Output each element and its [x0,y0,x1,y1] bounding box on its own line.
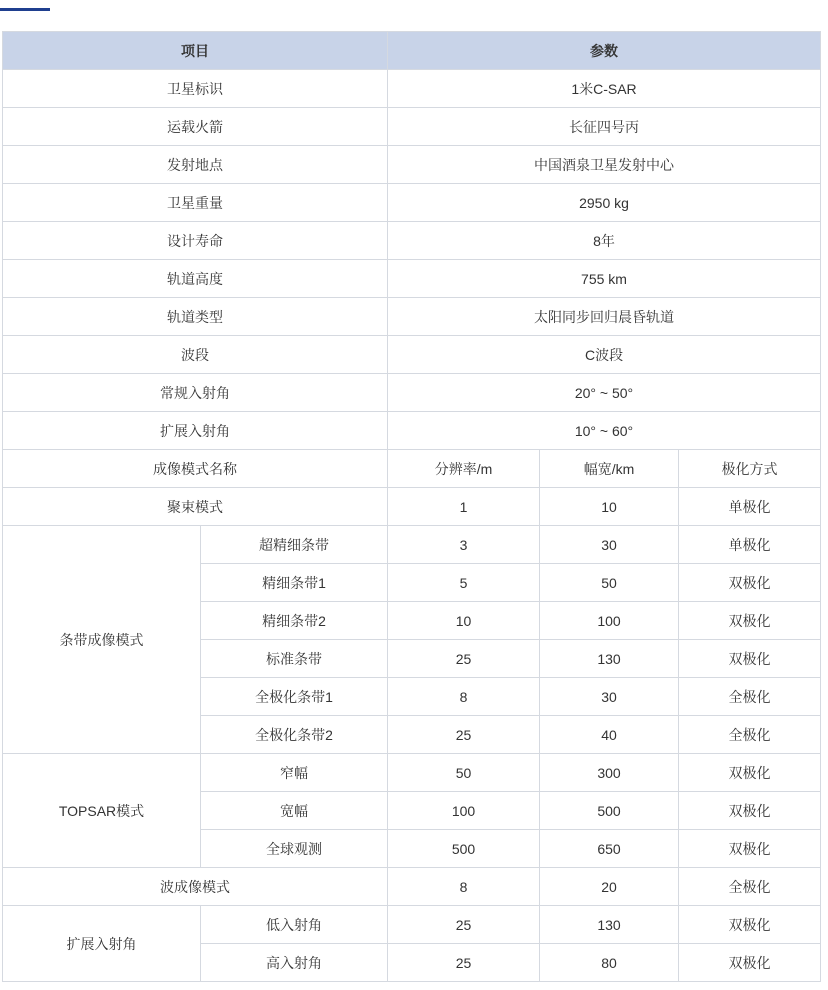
mode-name-header: 成像模式名称 [3,450,388,488]
mode-width: 30 [540,678,679,716]
submode-name: 窄幅 [201,754,388,792]
table-row [3,526,821,564]
spec-label: 轨道类型 [3,298,388,336]
spec-label: 卫星标识 [3,70,388,108]
mode-polarization: 双极化 [679,602,821,640]
mode-polarization: 全极化 [679,868,821,906]
table-row [3,412,821,450]
spec-value: 长征四号丙 [388,108,821,146]
table-row [3,108,821,146]
mode-polarization: 双极化 [679,564,821,602]
mode-polarization: 双极化 [679,640,821,678]
submode-name: 高入射角 [201,944,388,982]
table-row [3,754,821,792]
submode-name: 低入射角 [201,906,388,944]
header-item: 项目 [3,32,388,70]
mode-resolution: 500 [388,830,540,868]
mode-polarization: 双极化 [679,792,821,830]
spec-value: 755 km [388,260,821,298]
table-row [3,868,821,906]
mode-resolution: 25 [388,640,540,678]
table-row [3,298,821,336]
submode-name: 全极化条带2 [201,716,388,754]
satellite-spec-table [2,31,821,982]
mode-group-topsar: TOPSAR模式 [3,754,201,868]
mode-polarization: 双极化 [679,944,821,982]
submode-name: 全极化条带1 [201,678,388,716]
mode-width: 100 [540,602,679,640]
mode-width: 30 [540,526,679,564]
submode-name: 宽幅 [201,792,388,830]
mode-resolution: 25 [388,944,540,982]
submode-name: 超精细条带 [201,526,388,564]
mode-resolution: 25 [388,906,540,944]
mode-name: 波成像模式 [3,868,388,906]
spec-value: C波段 [388,336,821,374]
spec-value: 8年 [388,222,821,260]
mode-width: 10 [540,488,679,526]
table-row [3,222,821,260]
section-accent-bar [0,8,50,11]
modes-header-row [3,450,821,488]
resolution-header: 分辨率/m [388,450,540,488]
spec-label: 轨道高度 [3,260,388,298]
spec-value: 20° ~ 50° [388,374,821,412]
mode-width: 50 [540,564,679,602]
mode-resolution: 10 [388,602,540,640]
mode-polarization: 全极化 [679,678,821,716]
header-param: 参数 [388,32,821,70]
spec-label: 运载火箭 [3,108,388,146]
mode-group-extended: 扩展入射角 [3,906,201,982]
mode-width: 80 [540,944,679,982]
table-row [3,488,821,526]
mode-width: 40 [540,716,679,754]
table-row [3,336,821,374]
mode-polarization: 双极化 [679,754,821,792]
mode-width: 130 [540,906,679,944]
mode-polarization: 单极化 [679,488,821,526]
mode-polarization: 双极化 [679,906,821,944]
mode-resolution: 8 [388,868,540,906]
mode-polarization: 全极化 [679,716,821,754]
table-row [3,184,821,222]
mode-resolution: 1 [388,488,540,526]
spec-value: 中国酒泉卫星发射中心 [388,146,821,184]
spec-value: 2950 kg [388,184,821,222]
table-header-row [3,32,821,70]
spec-label: 波段 [3,336,388,374]
mode-name: 聚束模式 [3,488,388,526]
mode-group-stripmap: 条带成像模式 [3,526,201,754]
spec-label: 扩展入射角 [3,412,388,450]
mode-width: 500 [540,792,679,830]
mode-resolution: 3 [388,526,540,564]
mode-width: 20 [540,868,679,906]
mode-resolution: 25 [388,716,540,754]
submode-name: 全球观测 [201,830,388,868]
spec-label: 设计寿命 [3,222,388,260]
mode-resolution: 8 [388,678,540,716]
table-row [3,374,821,412]
table-row [3,146,821,184]
table-row [3,260,821,298]
spec-value: 太阳同步回归晨昏轨道 [388,298,821,336]
mode-resolution: 5 [388,564,540,602]
spec-label: 卫星重量 [3,184,388,222]
mode-polarization: 单极化 [679,526,821,564]
spec-label: 常规入射角 [3,374,388,412]
spec-label: 发射地点 [3,146,388,184]
mode-width: 300 [540,754,679,792]
mode-resolution: 100 [388,792,540,830]
polarization-header: 极化方式 [679,450,821,488]
mode-width: 650 [540,830,679,868]
mode-polarization: 双极化 [679,830,821,868]
spec-value: 10° ~ 60° [388,412,821,450]
mode-resolution: 50 [388,754,540,792]
table-row [3,70,821,108]
width-header: 幅宽/km [540,450,679,488]
submode-name: 标准条带 [201,640,388,678]
submode-name: 精细条带1 [201,564,388,602]
submode-name: 精细条带2 [201,602,388,640]
mode-width: 130 [540,640,679,678]
spec-value: 1米C-SAR [388,70,821,108]
table-row [3,906,821,944]
